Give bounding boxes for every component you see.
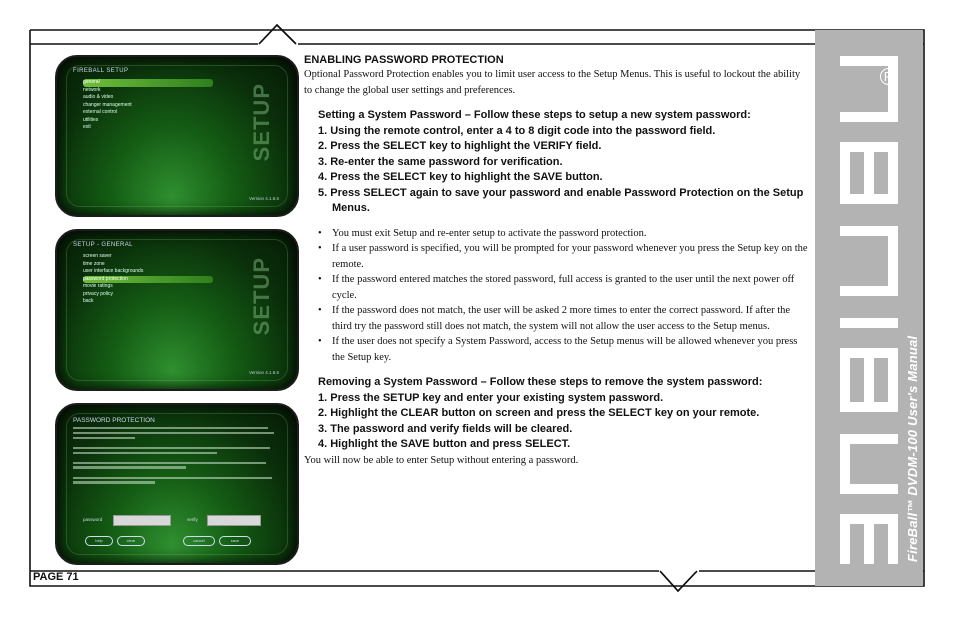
menu-item: password protection (83, 276, 213, 284)
setup-watermark: SETUP (249, 257, 274, 336)
note-item: • You must exit Setup and re-enter setup to activate the password protection. (318, 226, 809, 242)
menu-item: utilities (83, 116, 99, 123)
step-item: 4. Highlight the SAVE button and press SELECT. (318, 438, 571, 450)
menu-item: general (83, 79, 213, 87)
step-item: 1. Press the SETUP key and enter your existing system password. (318, 391, 664, 404)
note-item: • If a user password is specified, you will be prompted for your password whenever you press the Setup key on the remote. (318, 241, 809, 272)
section-title: ENABLING PASSWORD PROTECTION (304, 54, 504, 66)
setting-password-heading: Setting a System Password – Follow these steps to setup a new system password: (318, 109, 751, 121)
menu-item: user interface backgrounds (83, 268, 144, 274)
note-item: • If the password does not match, the user will be asked 2 more times to enter the correct password. If after the third try the password still does not match, the system will not allow the user access to the Setup menus. (318, 303, 809, 334)
page-number: PAGE 71 (33, 571, 79, 583)
step-item: 3. The password and verify fields will be cleared. (318, 422, 573, 435)
step-item: 2. Press the SELECT key to highlight the VERIFY field. (318, 140, 602, 152)
removing-password-heading: Removing a System Password – Follow these steps to remove the system password: (318, 376, 763, 388)
step-item: 1. Using the remote control, enter a 4 to 8 digit code into the password field. (318, 124, 716, 137)
verify-field (207, 515, 261, 526)
setup-menu (83, 79, 213, 132)
screenshot-title: SETUP - GENERAL (73, 242, 133, 248)
instruction-text-block (73, 427, 278, 486)
closing-paragraph: You will now be able to enter Setup without entering a password. (304, 454, 579, 466)
manual-title: FireBall™ DVDM-100 User's Manual (905, 335, 920, 562)
notes-list (304, 226, 809, 366)
version-label: Version 4.1.8.6 (248, 196, 279, 201)
version-label: Version 4.1.8.6 (248, 370, 279, 375)
setup-watermark: SETUP (249, 83, 274, 162)
password-field-label: password (83, 517, 103, 522)
menu-item: screen saver (83, 253, 112, 259)
setup-menu (83, 253, 213, 306)
cancel-button: cancel (183, 536, 215, 546)
password-field (113, 515, 171, 526)
fireball-setup-screenshot (55, 55, 299, 217)
menu-item: changer management (83, 101, 132, 108)
main-content (304, 53, 809, 468)
note-item: • If the password entered matches the stored password, full access is granted to the user until the next power off cycle. (318, 272, 809, 303)
menu-item: audio & video (83, 94, 114, 100)
registered-mark-icon: R (880, 68, 897, 85)
step-item: 4. Press the SELECT key to highlight the SAVE button. (318, 171, 603, 183)
clear-button: clear (117, 536, 145, 546)
menu-item: privacy policy (83, 290, 114, 297)
step-item: 5. Press SELECT again to save your password and enable Password Protection on the Setup Menus. (318, 186, 804, 214)
menu-item: exit (83, 124, 91, 130)
intro-paragraph: Optional Password Protection enables you to limit user access to the Setup Menus. This is useful to lockout the ability to change the global user settings and preferences. (304, 69, 801, 96)
password-protection-screenshot (55, 403, 299, 565)
screenshot-title: FIREBALL SETUP (73, 68, 129, 74)
menu-item: external control (83, 109, 118, 115)
menu-item: time zone (83, 260, 105, 267)
save-button: save (219, 536, 251, 546)
screenshot-title: PASSWORD PROTECTION (73, 417, 155, 424)
setup-general-screenshot (55, 229, 299, 391)
step-item: 2. Highlight the CLEAR button on screen and press the SELECT key on your remote. (318, 407, 760, 419)
menu-item: back (83, 298, 94, 304)
removing-steps-list (304, 391, 809, 453)
setting-steps-list (304, 124, 809, 217)
help-button: help (85, 536, 113, 546)
escient-logo (826, 50, 912, 570)
note-item: • If the user does not specify a System Password, access to the Setup menus will be allowed whenever you press the Setup key. (318, 334, 809, 365)
menu-item: movie ratings (83, 283, 113, 289)
step-item: 3. Re-enter the same password for verification. (318, 155, 563, 168)
menu-item: network (83, 86, 101, 93)
verify-field-label: verify (187, 517, 198, 522)
